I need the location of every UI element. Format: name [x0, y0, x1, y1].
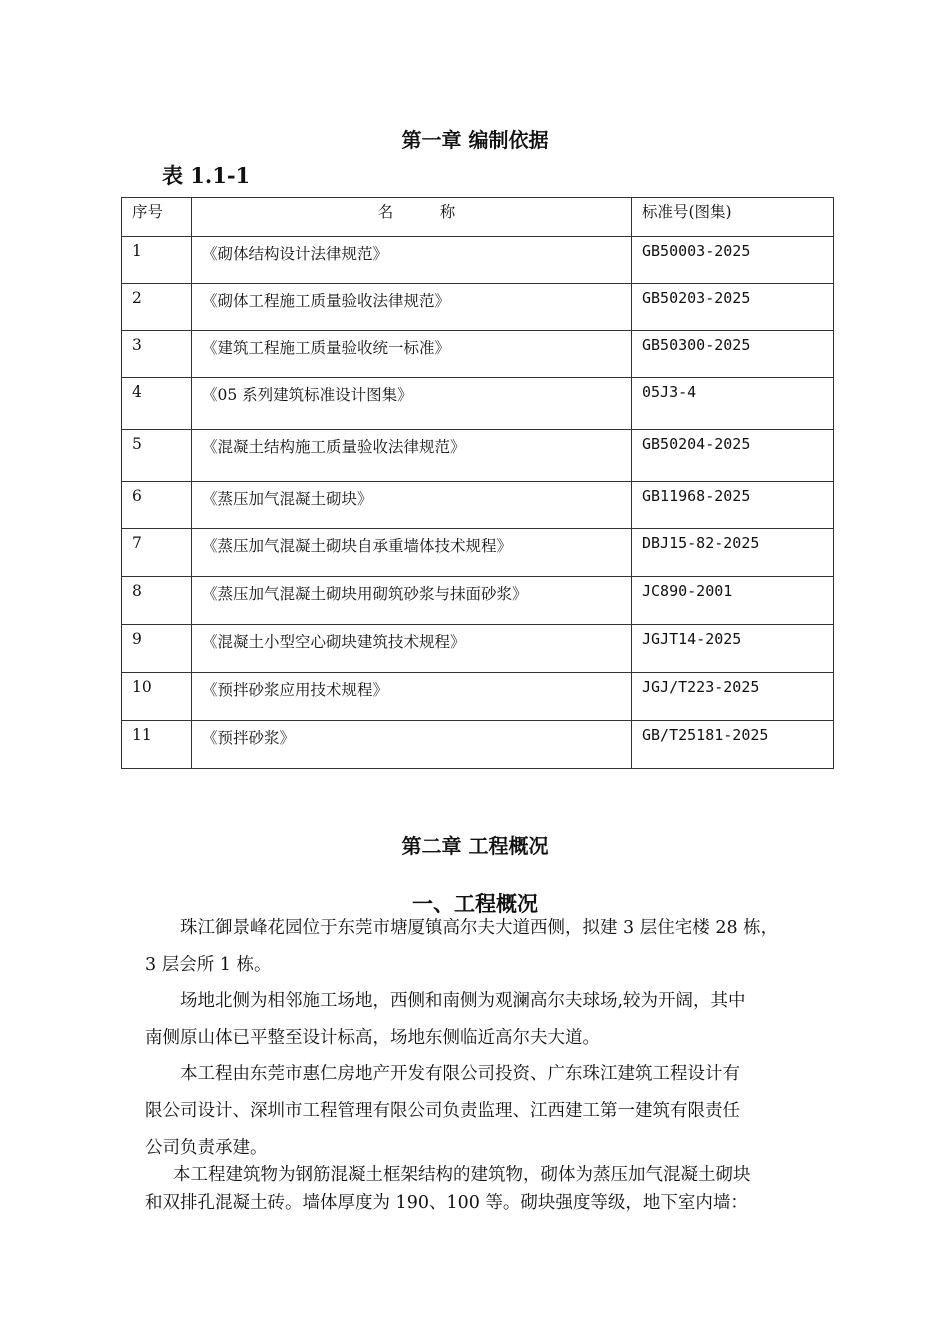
row-number: 3 — [122, 331, 192, 378]
row-name: 《蒸压加气混凝土砌块》 — [192, 482, 632, 529]
row-standard-code: GB50204-2025 — [632, 430, 834, 482]
paragraph-line: 公司负责承建。 — [145, 1138, 268, 1158]
row-standard-code: JC890-2001 — [632, 577, 834, 625]
row-number: 9 — [122, 625, 192, 673]
table-row — [122, 482, 834, 529]
row-number: 4 — [122, 378, 192, 430]
table-header-row — [122, 198, 834, 237]
header-name: 名 称 — [192, 198, 632, 237]
row-number: 10 — [122, 673, 192, 721]
table-caption: 表 1.1-1 — [162, 163, 251, 188]
paragraph-line: 和双排孔混凝土砖。墙体厚度为 190、100 等。砌块强度等级，地下室内墙： — [145, 1193, 748, 1213]
row-number: 11 — [122, 721, 192, 769]
row-number: 8 — [122, 577, 192, 625]
row-standard-code: GB/T25181-2025 — [632, 721, 834, 769]
table-row — [122, 529, 834, 577]
header-standard-code: 标准号(图集) — [632, 198, 834, 237]
row-name: 《预拌砂浆应用技术规程》 — [192, 673, 632, 721]
table-row — [122, 331, 834, 378]
paragraph — [145, 1161, 825, 1217]
table-row — [122, 430, 834, 482]
row-name: 《预拌砂浆》 — [192, 721, 632, 769]
header-number: 序号 — [122, 198, 192, 237]
row-standard-code: GB50203-2025 — [632, 284, 834, 331]
row-standard-code: JGJ/T223-2025 — [632, 673, 834, 721]
row-name: 《蒸压加气混凝土砌块自承重墙体技术规程》 — [192, 529, 632, 577]
row-name: 《建筑工程施工质量验收统一标准》 — [192, 331, 632, 378]
table-row — [122, 625, 834, 673]
table-row — [122, 378, 834, 430]
paragraph — [145, 983, 825, 1057]
paragraph-line: 本工程由东莞市惠仁房地产开发有限公司投资、广东珠江建筑工程设计有 — [180, 1064, 740, 1084]
row-number: 6 — [122, 482, 192, 529]
paragraph-line: 限公司设计、深圳市工程管理有限公司负责监理、江西建工第一建筑有限责任 — [145, 1101, 740, 1121]
row-standard-code: DBJ15-82-2025 — [632, 529, 834, 577]
row-name: 《混凝土小型空心砌块建筑技术规程》 — [192, 625, 632, 673]
row-number: 2 — [122, 284, 192, 331]
table-row — [122, 673, 834, 721]
chapter-1-title: 第一章 编制依据 — [401, 128, 549, 152]
standards-table — [121, 197, 834, 769]
row-name: 《砌体工程施工质量验收法律规范》 — [192, 284, 632, 331]
paragraph-line: 场地北侧为相邻施工场地，西侧和南侧为观澜高尔夫球场,较为开阔，其中 — [180, 991, 746, 1011]
row-name: 《混凝土结构施工质量验收法律规范》 — [192, 430, 632, 482]
chapter-2-title: 第二章 工程概况 — [401, 834, 549, 858]
table-row — [122, 284, 834, 331]
paragraph — [145, 910, 825, 984]
row-standard-code: GB11968-2025 — [632, 482, 834, 529]
row-number: 5 — [122, 430, 192, 482]
row-standard-code: GB50003-2025 — [632, 237, 834, 284]
paragraph-line: 珠江御景峰花园位于东莞市塘厦镇高尔夫大道西侧，拟建 3 层住宅楼 28 栋， — [180, 918, 779, 938]
table-row — [122, 721, 834, 769]
table-row — [122, 237, 834, 284]
row-standard-code: GB50300-2025 — [632, 331, 834, 378]
row-number: 7 — [122, 529, 192, 577]
row-standard-code: 05J3-4 — [632, 378, 834, 430]
row-number: 1 — [122, 237, 192, 284]
row-name: 《05 系列建筑标准设计图集》 — [192, 378, 632, 430]
paragraph-line: 南侧原山体已平整至设计标高，场地东侧临近高尔夫大道。 — [145, 1028, 600, 1048]
paragraph — [145, 1056, 825, 1167]
section-title: 一、工程概况 — [412, 892, 538, 916]
row-name: 《蒸压加气混凝土砌块用砌筑砂浆与抹面砂浆》 — [192, 577, 632, 625]
paragraph-line: 3 层会所 1 栋。 — [145, 955, 272, 975]
row-standard-code: JGJT14-2025 — [632, 625, 834, 673]
table-row — [122, 577, 834, 625]
row-name: 《砌体结构设计法律规范》 — [192, 237, 632, 284]
paragraph-line: 本工程建筑物为钢筋混凝土框架结构的建筑物，砌体为蒸压加气混凝土砌块 — [173, 1165, 751, 1185]
